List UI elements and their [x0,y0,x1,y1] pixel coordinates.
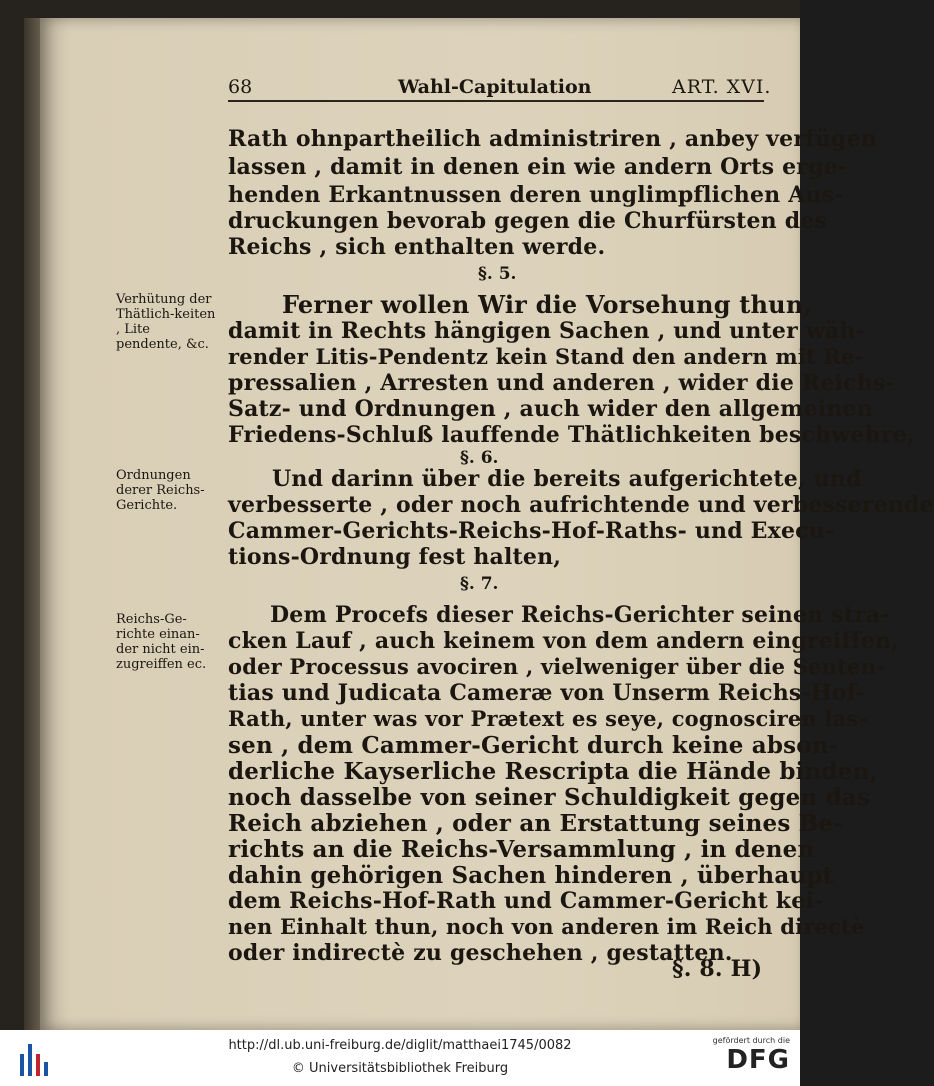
text-line: Cammer-Gerichts-Reichs-Hof-Raths- und Execu- [228,518,835,544]
dfg-logo [700,1036,790,1082]
permalink-url[interactable]: http://dl.ub.uni-freiburg.de/diglit/matthaei1745/0082 [228,1038,572,1053]
running-title: Wahl-Capitulation [398,76,592,98]
text-line: Rath ohnpartheilich administriren , anbey verfügen [228,126,877,152]
viewer-footer [0,1030,800,1086]
text-line: cken Lauf , auch keinem von dem andern eingreiffen, [228,628,900,654]
text-line: verbesserte , oder noch aufrichtende und verbesserende [228,492,934,518]
margin-note-ordnungen: Ordnungen derer Reichs-Gerichte. [116,468,205,513]
text-line: oder indirectè zu geschehen , gestatten. [228,940,733,966]
text-line: tions-Ordnung fest halten, [228,544,562,570]
text-line: pressalien , Arresten und anderen , wider die Reichs- [228,370,895,396]
text-line: Reichs , sich enthalten werde. [228,234,606,260]
section-heading: §. 5. [478,264,517,284]
text-line: derliche Kayserliche Rescripta die Hände binden, [228,758,878,785]
text-line: dahin gehörigen Sachen hinderen , überhaupt [228,862,834,889]
text-line: Rath, unter was vor Prætext es seye, cognosciren las- [228,706,868,731]
text-line: sen , dem Cammer-Gericht durch keine abson- [228,732,839,759]
page-number: 68 [228,76,253,98]
section-heading: §. 7. [460,574,499,594]
text-line: Reich abziehen , oder an Erstattung seines Be- [228,810,843,837]
catchword: §. 8. H) [672,956,763,982]
section-heading: §. 6. [460,448,499,468]
text-line: richts an die Reichs-Versammlung , in denen [228,836,815,863]
text-line: druckungen bevorab gegen die Churfürsten des [228,208,828,234]
text-line: lassen , damit in denen ein wie andern Orts erge- [228,154,848,180]
margin-note-reichsgerichte: Reichs-Ge-richte einan-der nicht ein-zugreiffen ec. [116,612,207,672]
margin-note-verhuetung: Verhütung der Thätlich-keiten , Lite pendente, &c. [116,292,216,352]
text-line: Und darinn über die bereits aufgerichtete, und [272,466,862,492]
text-line: damit in Rechts hängigen Sachen , und unter wäh- [228,318,865,344]
text-line: Friedens-Schluß lauffende Thätlichkeiten beschwehre, [228,422,915,448]
dfg-caption: gefördert durch die [712,1036,790,1045]
text-line: Dem Procefs dieser Reichs-Gerichter seinen stra- [270,602,890,628]
text-line: oder Processus avociren , vielweniger über die Senten- [228,654,885,679]
copyright-notice: © Universitätsbibliothek Freiburg [291,1061,509,1076]
article-number: ART. XVI. [672,76,772,98]
header-rule [228,100,764,102]
text-line: Ferner wollen Wir die Vorsehung thun, [282,290,813,319]
text-line: dem Reichs-Hof-Rath und Cammer-Gericht kei- [228,888,824,914]
dfg-logo-text: DFG [726,1045,790,1075]
text-line: nen Einhalt thun, noch von anderen im Reich directè [228,914,865,939]
text-line: tias und Judicata Cameræ von Unserm Reichs-Hof- [228,680,865,706]
text-line: render Litis-Pendentz kein Stand den andern mit Re- [228,344,864,369]
text-line: Satz- und Ordnungen , auch wider den allgemeinen [228,396,873,422]
text-line: henden Erkantnussen deren unglimpflichen Aus- [228,182,844,208]
text-line: noch dasselbe von seiner Schuldigkeit gegen das [228,784,871,811]
